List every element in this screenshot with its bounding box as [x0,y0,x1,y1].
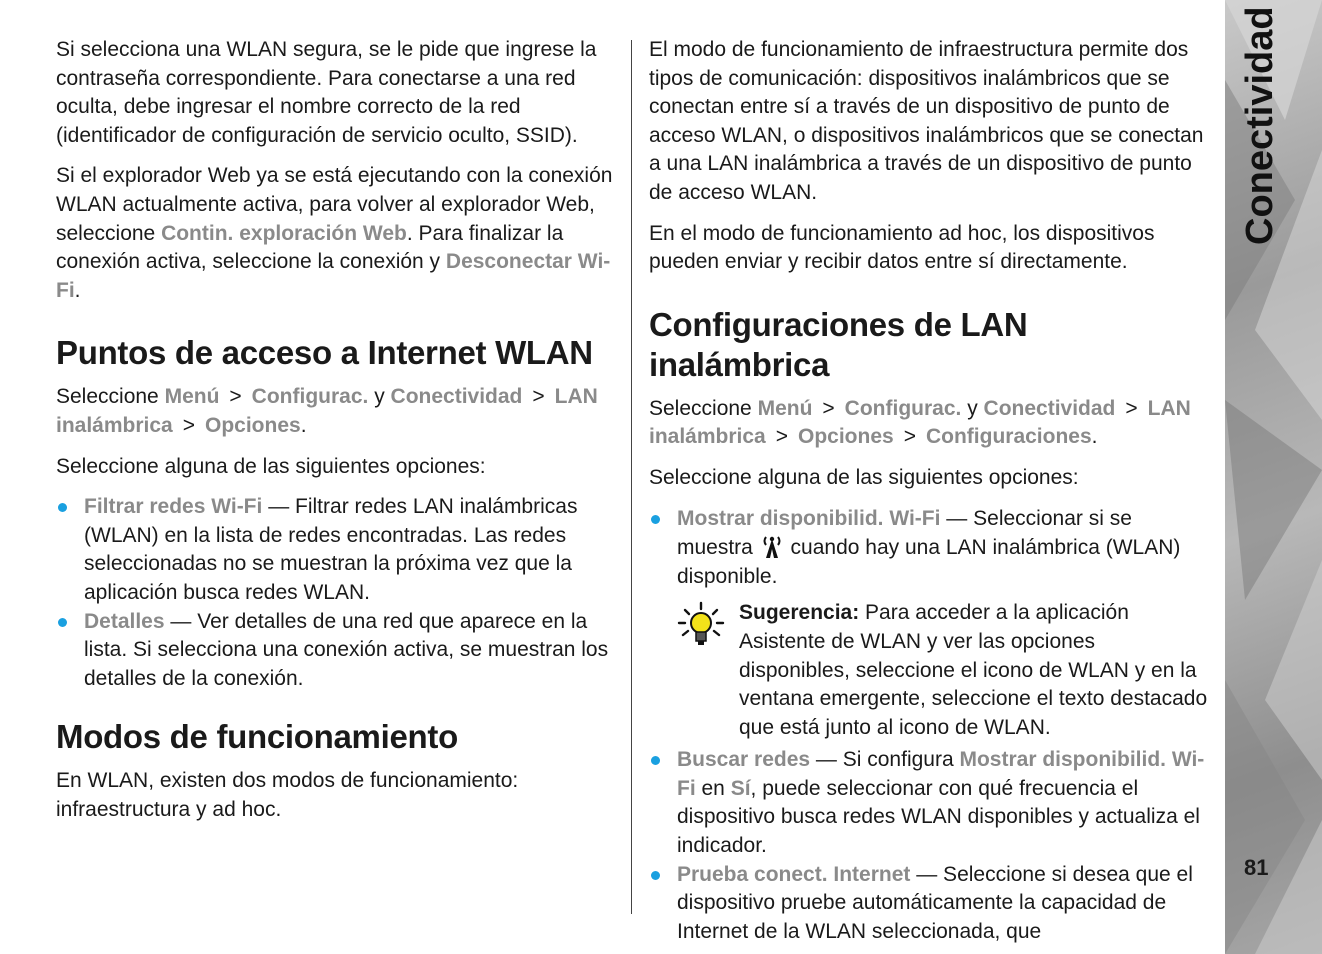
list-item [649,505,1211,592]
paragraph-modes: En WLAN, existen dos modos de funcionamiento: infraestructura y ad hoc. [56,769,519,821]
options-list-wlan-settings-continued [649,746,1211,946]
menu-path-wlan-settings [649,395,1211,452]
option-description: , puede seleccionar con qué frecuencia el dispositivo busca redes WLAN disponibles y actualiza el indicador. [677,776,1200,858]
paragraph-browser [56,162,618,305]
text: y [374,385,385,409]
path-separator: > [822,396,835,420]
option-description: — Filtrar redes LAN inalámbricas (WLAN) en la lista de redes encontradas. Las redes seleccionadas no se muestran la próxima vez que la aplicación busca redes WLAN. [84,495,578,604]
paragraph-infrastructure: El modo de funcionamiento de infraestructura permite dos tipos de comunicación: dispositivos inalámbricos que se conectan entre sí a través de un dispositivo de punto de acceso WLAN, o dispositivos inalámbricos que se conectan a una LAN inalámbrica a través de un dispositivo de punto de acceso WLAN. [649,38,1204,204]
list-item [649,746,1211,860]
text: Seleccione [649,396,752,420]
tip-lightbulb-icon [677,601,725,649]
options-list-wlan-settings [649,505,1211,592]
heading-operation-modes: Modos de funcionamiento [56,718,458,756]
text: Si el explorador Web ya se está ejecutando con la conexión WLAN actualmente activa, para volver al explorador Web, seleccione [56,164,613,245]
path-separator: > [182,413,195,437]
menu-item-connectivity: Conectividad [390,385,523,409]
left-column [56,36,618,836]
menu-item-options: Opciones [205,413,301,437]
option-term: Detalles [84,609,165,633]
option-term: Buscar redes [677,748,811,772]
option-description: — Seleccionar si se muestra [677,506,1132,560]
text: . [74,278,81,302]
bullet-icon [58,618,67,627]
menu-item-config: Configurac. [251,385,369,409]
paragraph-choose-option: Seleccione alguna de las siguientes opciones: [56,454,486,478]
option-description: — Ver detalles de una red que aparece en la lista. Si selecciona una conexión activa, se muestran los detalles de la conexión. [84,609,609,690]
menu-item-menu: Menú [164,385,220,409]
text: . Para finalizar la conexión activa, seleccione la conexión y [56,221,564,274]
path-separator: > [903,425,916,449]
menu-item-disconnect-wifi: Desconectar Wi-Fi [56,250,611,302]
menu-item-settings: Configuraciones [925,425,1092,449]
column-divider [631,40,632,914]
option-description: cuando hay una LAN inalámbrica (WLAN) disponible. [677,536,1181,588]
menu-item-wlan: LAN inalámbrica [649,396,1191,449]
bullet-icon [651,871,660,880]
option-term: Filtrar redes Wi-Fi [84,495,263,519]
paragraph-choose-option: Seleccione alguna de las siguientes opciones: [649,465,1079,489]
page-number: 81 [1244,855,1269,880]
option-term: Mostrar disponibilid. Wi-Fi [677,506,941,530]
menu-path-access-points [56,383,618,440]
list-item [56,608,618,694]
list-item [649,861,1211,947]
option-term: Prueba conect. Internet [677,862,911,886]
path-separator: > [775,425,788,449]
bullet-icon [651,756,660,765]
menu-item-continue-browsing: Contin. exploración Web [161,221,407,245]
path-separator: > [532,385,545,409]
text: . [300,413,307,437]
menu-item-connectivity: Conectividad [983,396,1116,420]
option-description: — Seleccione si desea que el dispositivo pruebe automáticamente la capacidad de Internet de la WLAN seleccionada, que [677,862,1193,943]
bullet-icon [651,515,660,524]
menu-item-menu: Menú [757,396,813,420]
text: y [967,396,978,420]
option-term-ref: Mostrar disponibilid. Wi-Fi [677,748,1205,800]
menu-item-options: Opciones [798,425,894,449]
heading-wlan-settings: Configuraciones de LAN inalámbrica [649,305,1028,383]
heading-access-points: Puntos de acceso a Internet WLAN [56,334,593,372]
list-item [56,493,618,607]
option-description: — Si configura [810,748,960,772]
tip-box [649,599,1211,742]
wlan-antenna-icon [761,533,783,559]
tip-text: Para acceder a la aplicación Asistente de WLAN y ver las opciones disponibles, seleccione el icono de WLAN y en la ventana emergente, seleccione el texto destacado que está junto al icono de WLAN. [739,601,1208,739]
right-column [649,36,1211,946]
tip-label: Sugerencia: [739,601,860,625]
option-description: en [695,776,731,800]
menu-item-wlan: LAN inalámbrica [56,385,598,437]
options-list-access-points [56,493,618,693]
menu-item-config: Configurac. [844,396,962,420]
text: Seleccione [56,385,159,409]
path-separator: > [229,385,242,409]
text: . [1091,425,1098,449]
path-separator: > [1125,396,1138,420]
paragraph-adhoc: En el modo de funcionamiento ad hoc, los dispositivos pueden enviar y recibir datos entre sí directamente. [649,221,1155,274]
option-value-yes: Sí [730,776,751,800]
bullet-icon [58,503,67,512]
paragraph-secure-wlan: Si selecciona una WLAN segura, se le pide que ingrese la contraseña correspondiente. Para conectarse a una red oculta, debe ingresar el nombre correcto de la red (identificador de configuración de servicio oculto, SSID). [56,38,597,147]
chapter-title [1230,185,1322,245]
